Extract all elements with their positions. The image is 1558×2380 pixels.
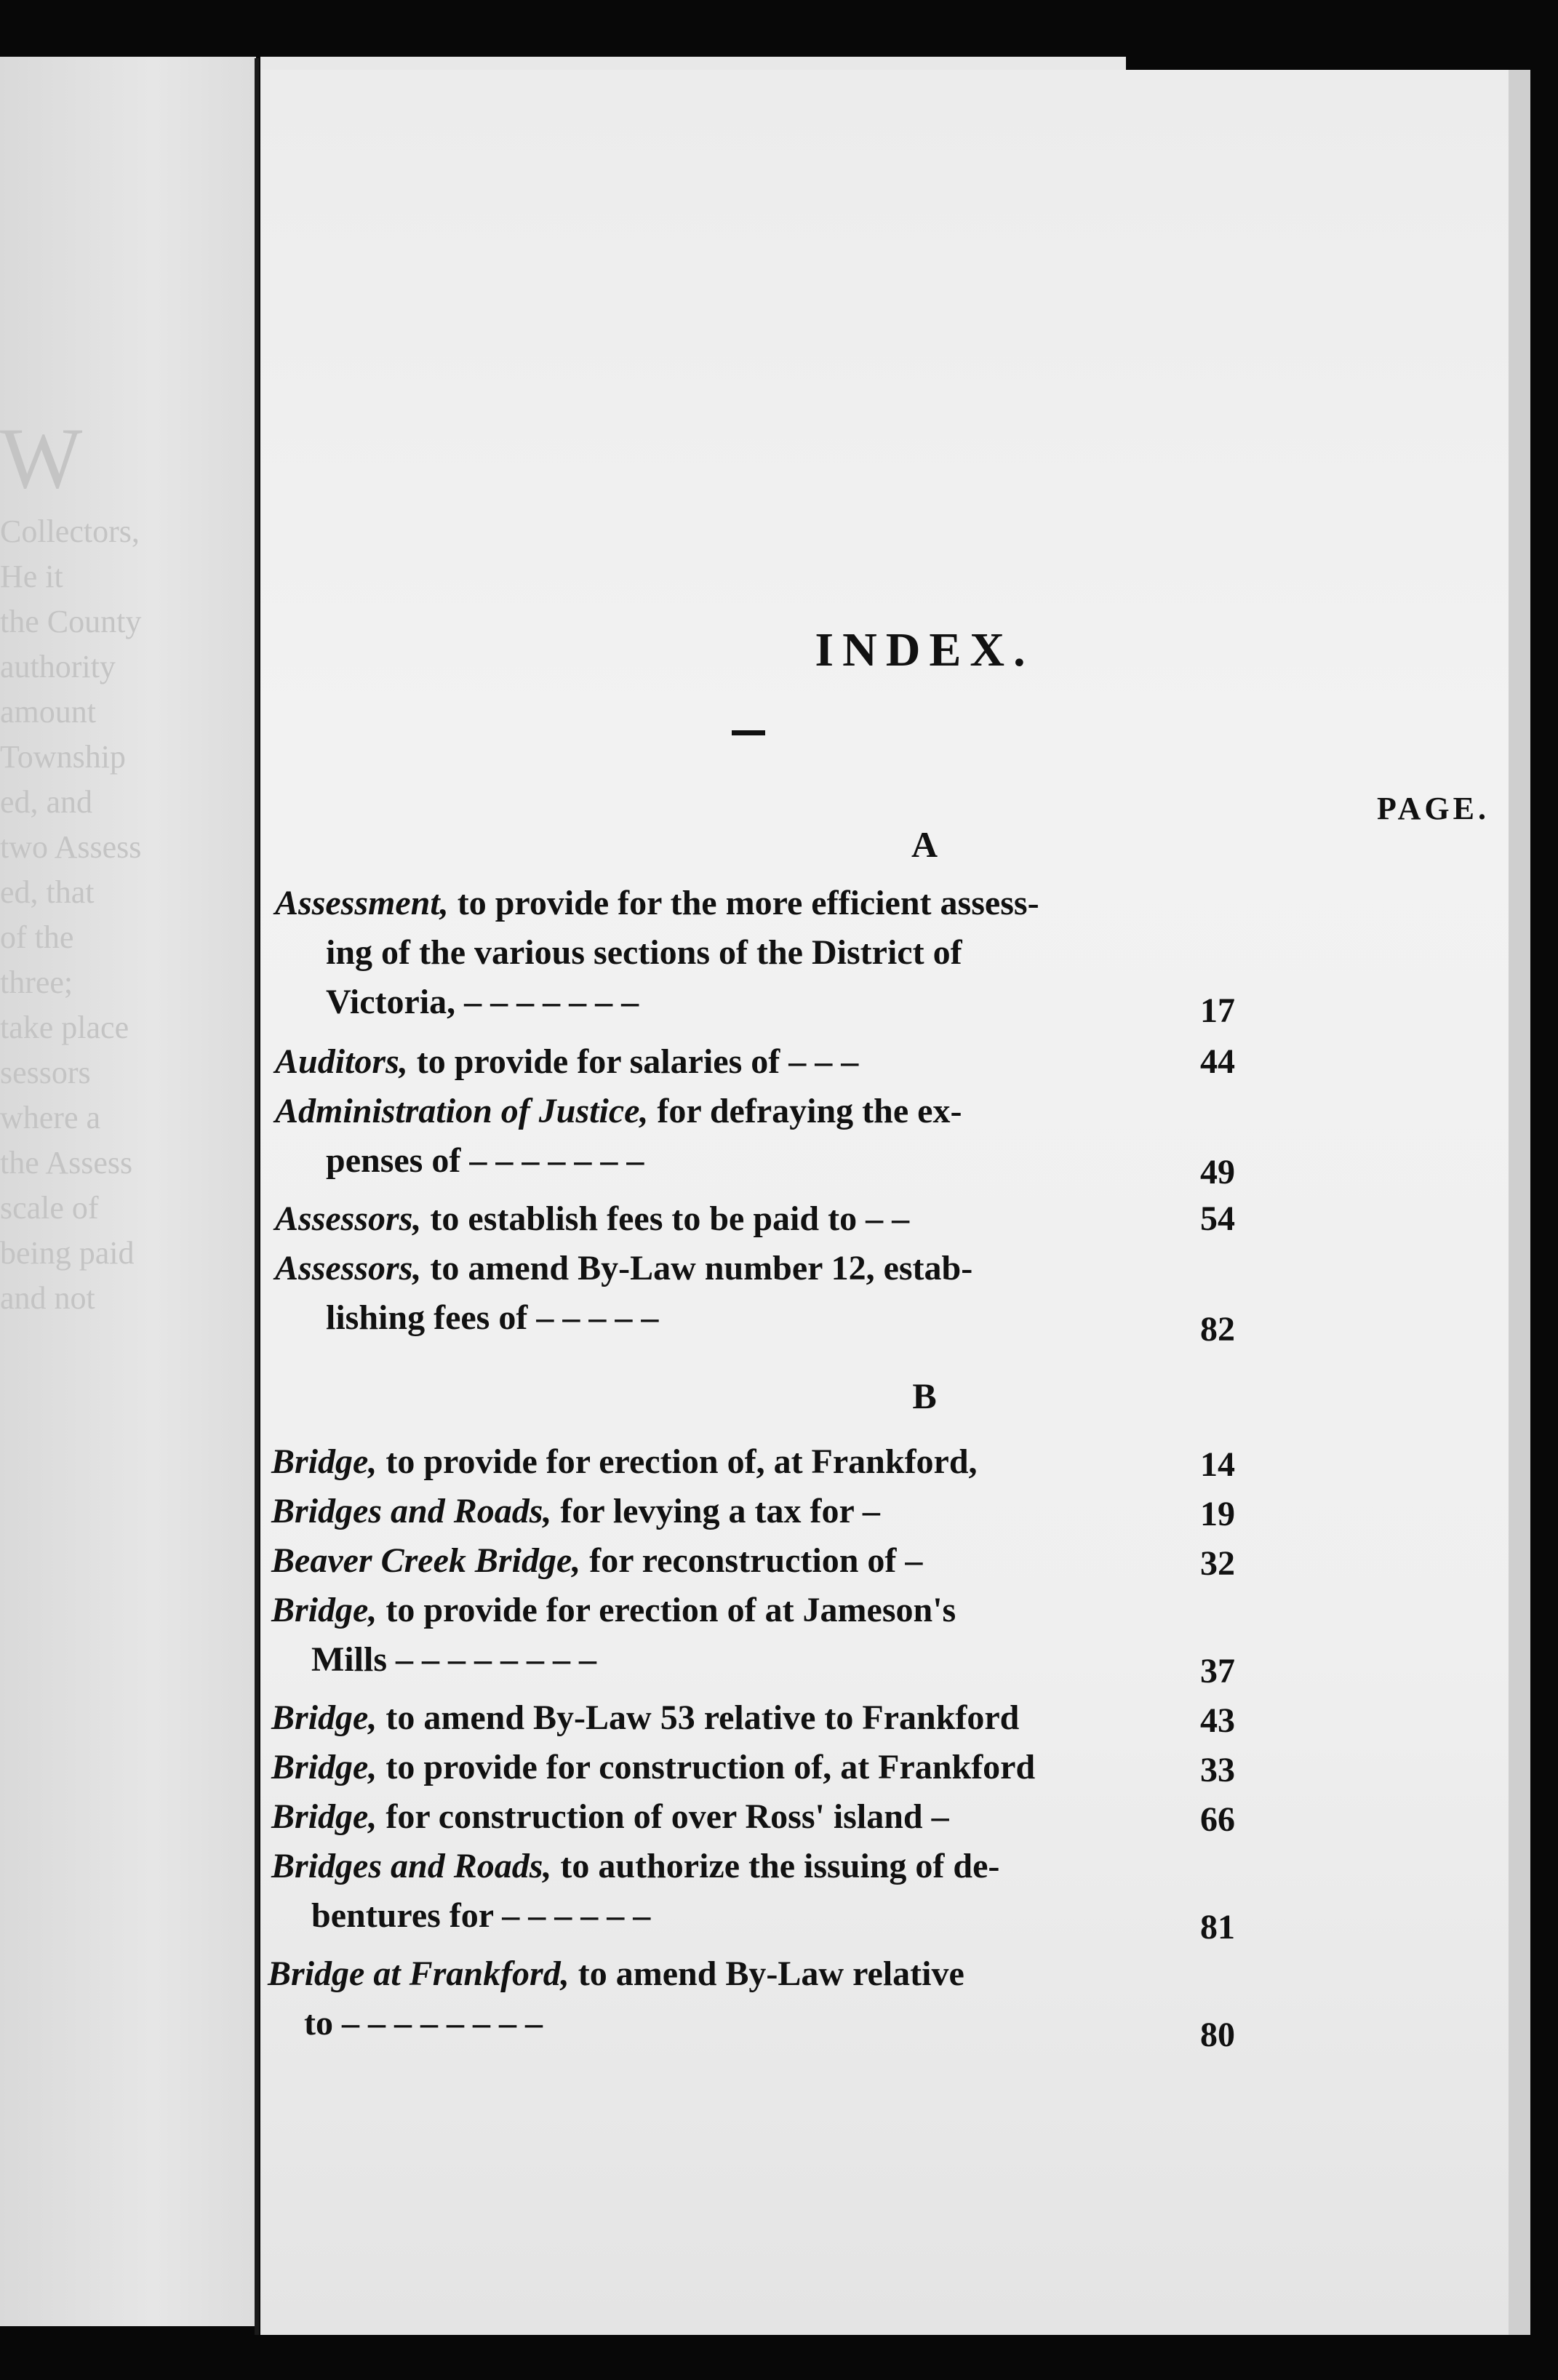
page-right-edge — [1509, 70, 1530, 2335]
entry-page-number: 49 — [1200, 1153, 1235, 1191]
entry-line — [271, 1586, 956, 1635]
entry-term: Beaver Creek Bridge, — [271, 1541, 581, 1580]
ghost-line: Collectors, — [0, 514, 140, 549]
facing-page-text — [0, 407, 247, 1321]
entry-text: to authorize the issuing of de- — [560, 1847, 1000, 1885]
entry-line — [275, 879, 1039, 928]
entry-term: Auditors, — [275, 1042, 408, 1081]
entry-page-number: 19 — [1200, 1495, 1235, 1533]
entry-line — [271, 1437, 978, 1487]
entry-page-number: 82 — [1200, 1310, 1235, 1349]
ghost-line: the Assess — [0, 1145, 133, 1181]
ghost-line: three; — [0, 965, 73, 1000]
ghost-line: being paid — [0, 1235, 135, 1271]
entry-text: to provide for erection of, at Frankford, — [385, 1442, 978, 1481]
ghost-line: He it — [0, 559, 63, 594]
entry-page-number: 80 — [1200, 2016, 1235, 2054]
entry-line: bentures for – – – – – – — [311, 1896, 651, 1935]
entry-line — [271, 1536, 922, 1586]
entry-line — [275, 1244, 972, 1293]
entry-text: for defraying the ex- — [657, 1092, 962, 1130]
entry-page-number: 32 — [1200, 1544, 1235, 1583]
entry-line: Mills – – – – – – – – — [311, 1640, 596, 1679]
entry-line: to – – – – – – – – — [304, 2004, 543, 2042]
entry-term: Assessors, — [275, 1199, 422, 1238]
ghost-line: scale of — [0, 1190, 99, 1226]
entry-line — [271, 1693, 1019, 1743]
entry-text: to amend By-Law number 12, estab- — [430, 1249, 973, 1287]
entry-term: Assessors, — [275, 1249, 422, 1287]
entry-text: to amend By-Law relative — [578, 1954, 964, 1993]
entry-page-number: 17 — [1200, 991, 1235, 1030]
entry-page-number: 54 — [1200, 1199, 1235, 1238]
entry-page-number: 81 — [1200, 1908, 1235, 1946]
entry-text: for levying a tax for – — [560, 1492, 880, 1530]
ghost-line: and not — [0, 1280, 95, 1316]
entry-page-number: 14 — [1200, 1445, 1235, 1484]
page-column-heading: PAGE. — [1377, 791, 1490, 826]
entry-term: Bridge at Frankford, — [268, 1954, 570, 1993]
index-content — [260, 70, 1509, 2335]
entry-line: ing of the various sections of the District of — [326, 933, 962, 972]
entry-text: for reconstruction of – — [589, 1541, 923, 1580]
entry-text: to provide for erection of at Jameson's — [385, 1591, 956, 1629]
entry-line: penses of – – – – – – – — [326, 1141, 644, 1180]
entry-line — [271, 1792, 949, 1842]
page-gutter-rule — [255, 58, 259, 2335]
title-rule — [732, 730, 765, 735]
entry-line — [271, 1487, 880, 1536]
entry-term: Bridge, — [271, 1591, 377, 1629]
entry-text: for construction of over Ross' island – — [385, 1797, 949, 1836]
entry-page-number: 44 — [1200, 1042, 1235, 1081]
section-letter-a: A — [911, 824, 938, 865]
ghost-line: two Assess — [0, 829, 142, 865]
entry-text: to amend By-Law 53 relative to Frankford — [385, 1698, 1020, 1737]
entry-term: Administration of Justice, — [275, 1092, 649, 1130]
section-letter-b: B — [912, 1375, 937, 1416]
entry-line — [271, 1743, 1035, 1792]
entry-line — [275, 1037, 858, 1087]
entry-line: Victoria, – – – – – – – — [326, 983, 639, 1021]
ghost-line: W — [0, 410, 83, 506]
entry-page-number: 37 — [1200, 1652, 1235, 1690]
ghost-line: ed, that — [0, 874, 95, 910]
ghost-line: amount — [0, 694, 96, 730]
entry-page-number: 43 — [1200, 1701, 1235, 1740]
entry-page-number: 33 — [1200, 1751, 1235, 1789]
entry-page-number: 66 — [1200, 1800, 1235, 1839]
entry-term: Bridges and Roads, — [271, 1847, 552, 1885]
ghost-line: authority — [0, 649, 116, 684]
index-title: INDEX. — [815, 623, 1034, 676]
entry-term: Bridge, — [271, 1797, 377, 1836]
ghost-line: take place — [0, 1010, 129, 1045]
ghost-line: of the — [0, 919, 74, 955]
ghost-line: the County — [0, 604, 142, 639]
entry-line — [275, 1087, 962, 1136]
ghost-line: sessors — [0, 1055, 91, 1090]
entry-text: to provide for construction of, at Frankford — [385, 1748, 1036, 1786]
entry-line — [271, 1842, 999, 1891]
entry-term: Bridge, — [271, 1442, 377, 1481]
ghost-line: Township — [0, 739, 126, 775]
entry-term: Bridge, — [271, 1698, 377, 1737]
entry-line — [268, 1949, 964, 1999]
entry-text: to provide for salaries of – – – — [416, 1042, 859, 1081]
entry-text: to provide for the more efficient assess- — [457, 884, 1039, 922]
entry-term: Bridges and Roads, — [271, 1492, 552, 1530]
entry-line: lishing fees of – – – – – — [326, 1298, 659, 1337]
entry-text: to establish fees to be paid to – – — [430, 1199, 910, 1238]
ghost-line: where a — [0, 1100, 101, 1135]
entry-line — [275, 1194, 909, 1244]
page-top-edge — [260, 57, 1126, 70]
entry-term: Bridge, — [271, 1748, 377, 1786]
entry-term: Assessment, — [275, 884, 449, 922]
ghost-line: ed, and — [0, 784, 93, 820]
